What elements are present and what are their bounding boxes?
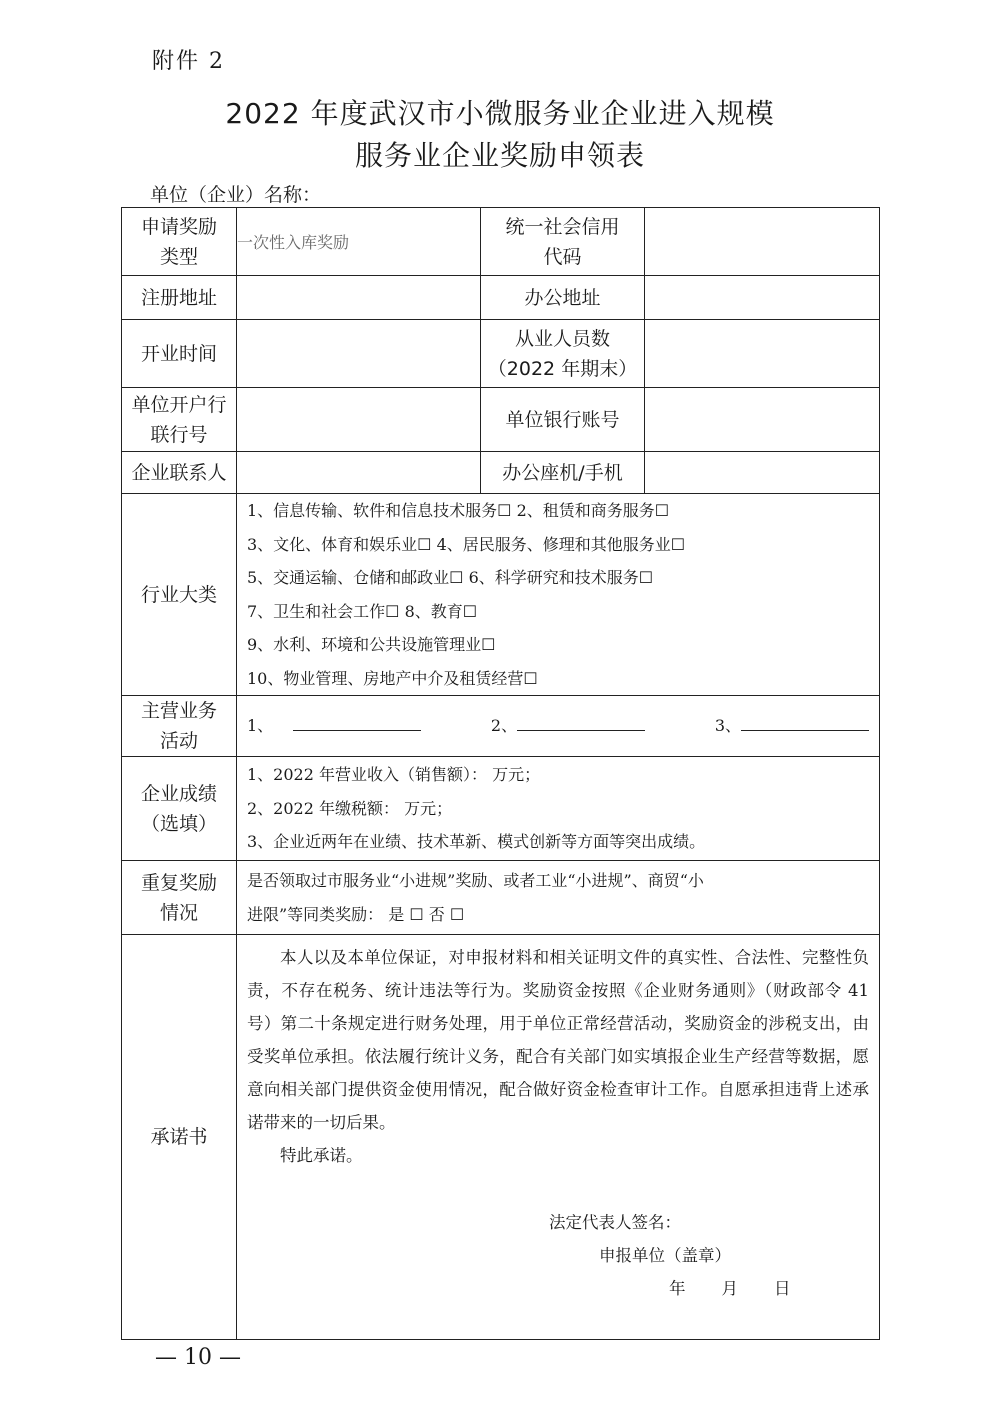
repeat-award-fields[interactable] (237, 861, 880, 935)
contact-label: 企业联系人 (122, 452, 237, 494)
open-time-field[interactable] (237, 320, 481, 388)
employees-label: 从业人员数 （2022 年期末） (481, 320, 645, 388)
office-address-field[interactable] (645, 276, 880, 320)
industry-label: 行业大类 (122, 494, 237, 696)
row-open-time (122, 320, 880, 388)
pledge-paragraph: 本人以及本单位保证，对申报材料和相关证明文件的真实性、合法性、完整性负责，不存在税务、统计违法等行为。奖励资金按照《企业财务通则》（财政部令 41 号）第二十条规定进行财务处理，用于单位正常经营活动，奖励资金的涉税支出，由受奖单位承担。依法履行统计义务，配合有关部门如实填报企业生产经营等数据，愿意向相关部门提供资金使用情况，配合做好资金检查审计工作。自愿承担违背上述承诺带来的一切后果。 (247, 948, 869, 1132)
page-number: — 10 — (155, 1345, 241, 1370)
phone-field[interactable] (645, 452, 880, 494)
reg-address-label: 注册地址 (122, 276, 237, 320)
main-business-label: 主营业务 活动 (122, 696, 237, 757)
row-performance (122, 757, 880, 861)
legal-rep-signature[interactable]: 法定代表人签名： (549, 1213, 681, 1232)
pledge-label: 承诺书 (122, 935, 237, 1340)
application-form-table (121, 207, 880, 1340)
form-title-line2: 服务业企业奖励申领表 (354, 139, 645, 172)
award-type-value[interactable]: 一次性入库奖励 (237, 208, 481, 276)
row-main-business (122, 696, 880, 757)
pledge-closing: 特此承诺。 (280, 1146, 363, 1165)
employees-field[interactable] (645, 320, 880, 388)
row-pledge (122, 935, 880, 1340)
phone-label: 办公座机/手机 (481, 452, 645, 494)
main-business-fields (237, 696, 880, 757)
unit-name-label: 单位（企业）名称： (150, 184, 322, 206)
credit-code-label: 统一社会信用 代码 (481, 208, 645, 276)
performance-fields[interactable] (237, 757, 880, 861)
main-business-item2-field[interactable] (517, 712, 645, 731)
repeat-award-choices[interactable]: 进限”等同类奖励： 是 ☐ 否 ☐ (247, 904, 465, 924)
award-type-label: 申请奖励 类型 (122, 208, 237, 276)
bank-account-field[interactable] (645, 388, 880, 452)
row-award-type (122, 208, 880, 276)
bank-account-label: 单位银行账号 (481, 388, 645, 452)
industry-option-line[interactable]: 7、卫生和社会工作☐ 8、教育☐ (247, 601, 478, 621)
repeat-award-question: 是否领取过市服务业“小进规”奖励、或者工业“小进规”、商贸“小 (247, 871, 704, 890)
row-bank (122, 388, 880, 452)
sign-date[interactable]: 年 月 日 (669, 1279, 791, 1298)
bank-code-field[interactable] (237, 388, 481, 452)
industry-option-line[interactable]: 10、物业管理、房地产中介及租赁经营☐ (247, 668, 538, 688)
attachment-label: 附件 2 (152, 49, 225, 74)
open-time-label: 开业时间 (122, 320, 237, 388)
row-address (122, 276, 880, 320)
main-business-item1-field[interactable] (293, 712, 421, 731)
bank-code-label: 单位开户行 联行号 (122, 388, 237, 452)
industry-option-line[interactable]: 5、交通运输、仓储和邮政业☐ 6、科学研究和技术服务☐ (247, 568, 654, 587)
applicant-seal[interactable]: 申报单位（盖章） (599, 1246, 731, 1265)
industry-option-line[interactable]: 9、水利、环境和公共设施管理业☐ (247, 635, 496, 654)
industry-option-line[interactable]: 3、文化、体育和娱乐业☐ 4、居民服务、修理和其他服务业☐ (247, 534, 686, 554)
office-address-label: 办公地址 (481, 276, 645, 320)
industry-options[interactable] (237, 494, 880, 696)
row-contact (122, 452, 880, 494)
form-title-line1: 2022 年度武汉市小微服务业企业进入规模 (225, 97, 775, 130)
main-business-item3-field[interactable] (741, 712, 869, 731)
main-business-item1-label: 1、 (247, 716, 274, 736)
performance-achievements[interactable]: 3、企业近两年在业绩、技术革新、模式创新等方面等突出成绩。 (247, 832, 706, 852)
main-business-item3-label: 3、 (714, 716, 741, 736)
performance-tax[interactable]: 2、2022 年缴税额： 万元； (247, 798, 453, 818)
row-industry (122, 494, 880, 696)
row-repeat-award (122, 861, 880, 935)
repeat-award-label: 重复奖励 情况 (122, 861, 237, 935)
industry-option-line[interactable]: 1、信息传输、软件和信息技术服务☐ 2、租赁和商务服务☐ (247, 501, 670, 520)
contact-field[interactable] (237, 452, 481, 494)
performance-label: 企业成绩 （选填） (122, 757, 237, 861)
credit-code-field[interactable] (645, 208, 880, 276)
pledge-content (237, 935, 880, 1340)
reg-address-field[interactable] (237, 276, 481, 320)
performance-revenue[interactable]: 1、2022 年营业收入（销售额）： 万元； (247, 765, 541, 785)
main-business-item2-label: 2、 (490, 716, 518, 736)
